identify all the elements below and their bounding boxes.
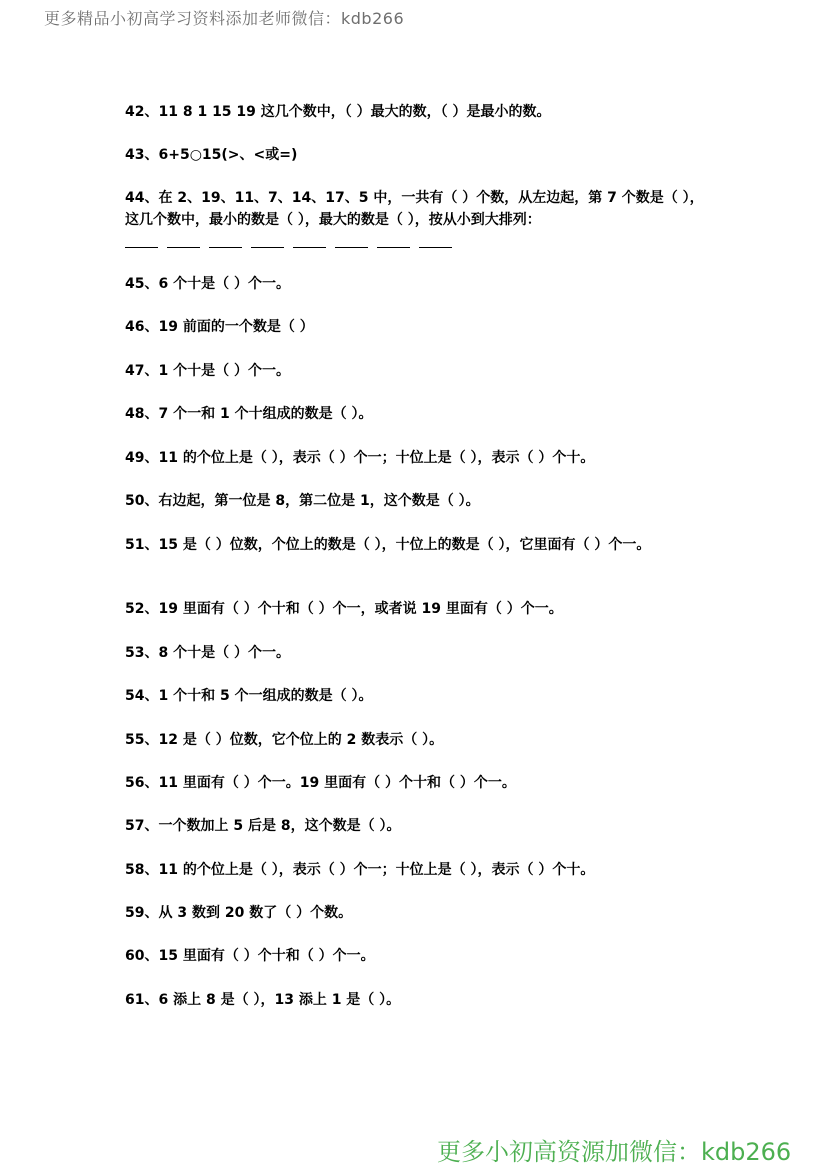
- answer-blank[interactable]: [335, 247, 368, 248]
- question-50: 50、右边起，第一位是 8，第二位是 1，这个数是（ ）。: [125, 493, 480, 509]
- question-49: 49、11 的个位上是（ ），表示（ ）个一；十位上是（ ），表示（ ）个十。: [125, 450, 595, 466]
- question-51: 51、15 是（ ）位数，个位上的数是（ ），十位上的数是（ ），它里面有（ ）个一。: [125, 537, 651, 553]
- answer-blank[interactable]: [209, 247, 242, 248]
- page-header-watermark: 更多精品小初高学习资料添加老师微信：kdb266: [44, 9, 405, 28]
- question-61: 61、6 添上 8 是（ ），13 添上 1 是（ ）。: [125, 992, 401, 1008]
- question-45: 45、6 个十是（ ）个一。: [125, 276, 290, 292]
- question-55: 55、12 是（ ）位数，它个位上的 2 数表示（ ）。: [125, 732, 444, 748]
- question-43: 43、6+5○15(>、<或=): [125, 147, 298, 163]
- answer-blank[interactable]: [419, 247, 452, 248]
- question-42: 42、11 8 1 15 19 这几个数中，（ ）最大的数，（ ）是最小的数。: [125, 104, 551, 120]
- answer-blank[interactable]: [293, 247, 326, 248]
- answer-blanks: [125, 236, 452, 248]
- question-56: 56、11 里面有（ ）个一。19 里面有（ ）个十和（ ）个一。: [125, 775, 516, 791]
- answer-blank[interactable]: [251, 247, 284, 248]
- answer-blank[interactable]: [377, 247, 410, 248]
- question-59: 59、从 3 数到 20 数了（ ）个数。: [125, 905, 353, 921]
- question-60: 60、15 里面有（ ）个十和（ ）个一。: [125, 948, 375, 964]
- question-44: 44、在 2、19、11、7、14、17、5 中，一共有（ ）个数，从左边起，第 7 个数是（ ），这几个数中，最小的数是（ ），最大的数是（ ），按从小到大排列：: [125, 190, 704, 228]
- question-46: 46、19 前面的一个数是（ ）: [125, 319, 314, 335]
- question-54: 54、1 个十和 5 个一组成的数是（ ）。: [125, 688, 373, 704]
- footer-watermark: 更多小初高资源加微信：kdb266: [437, 1138, 792, 1166]
- answer-blank[interactable]: [125, 247, 158, 248]
- question-48: 48、7 个一和 1 个十组成的数是（ ）。: [125, 406, 373, 422]
- question-47: 47、1 个十是（ ）个一。: [125, 363, 290, 379]
- answer-blank[interactable]: [167, 247, 200, 248]
- question-58: 58、11 的个位上是（ ），表示（ ）个一；十位上是（ ），表示（ ）个十。: [125, 862, 595, 878]
- question-57: 57、一个数加上 5 后是 8，这个数是（ ）。: [125, 818, 401, 834]
- question-53: 53、8 个十是（ ）个一。: [125, 645, 290, 661]
- question-52: 52、19 里面有（ ）个十和（ ）个一，或者说 19 里面有（ ）个一。: [125, 601, 563, 617]
